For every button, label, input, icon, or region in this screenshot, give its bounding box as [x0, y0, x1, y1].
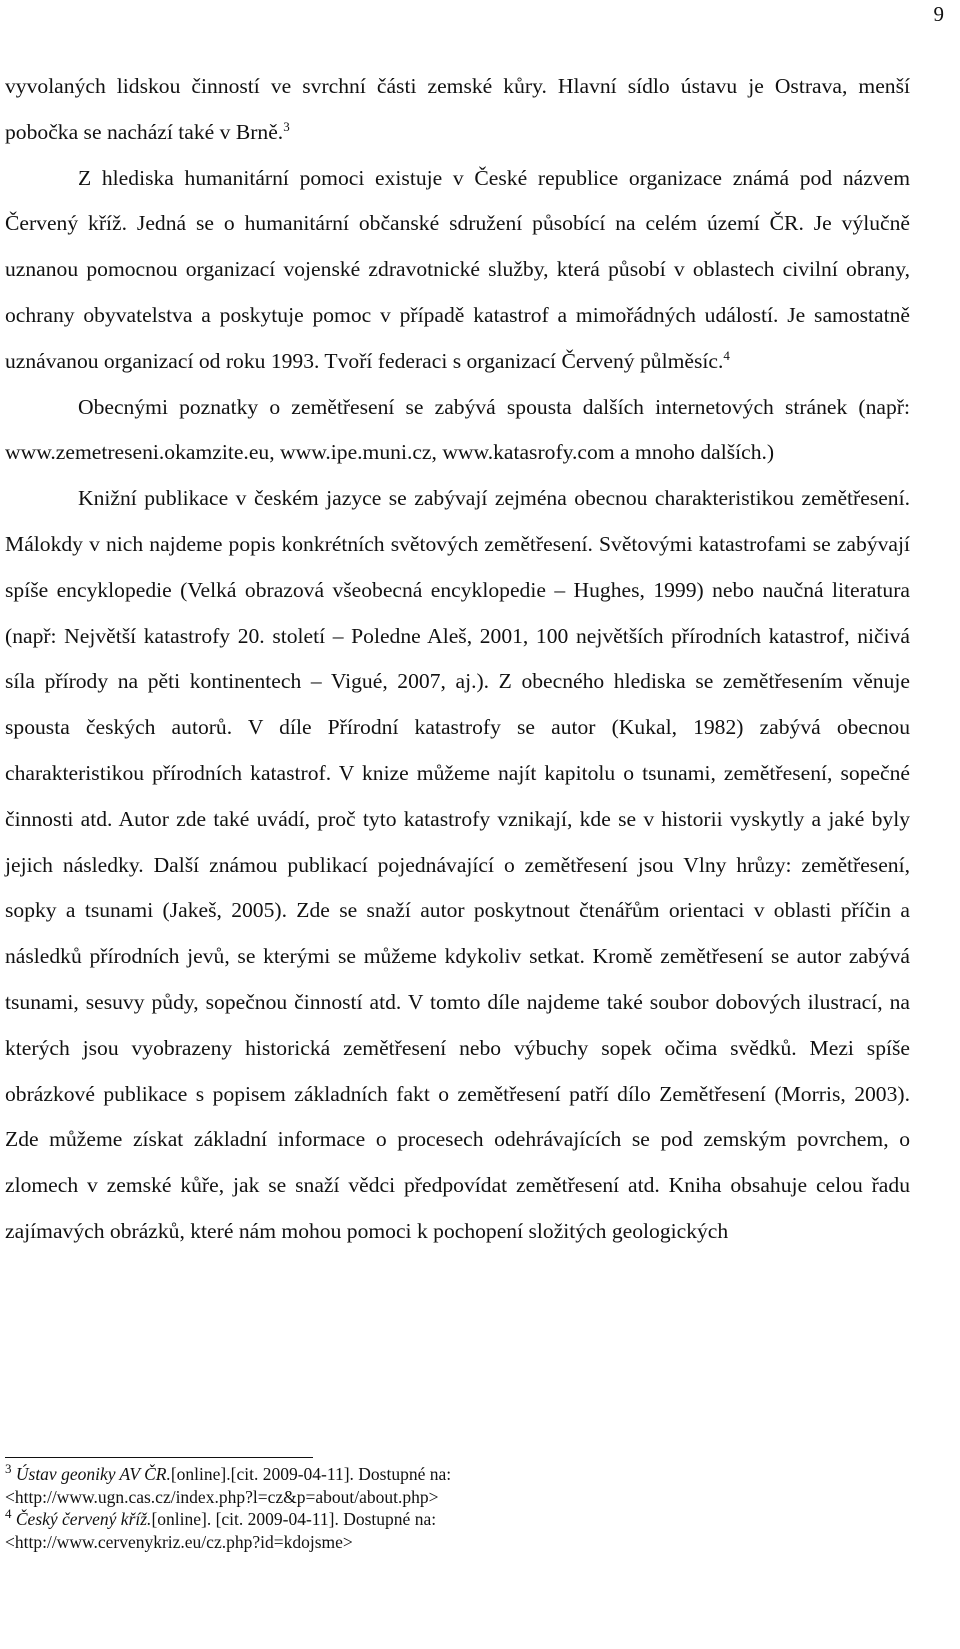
footnote-number: 4 [5, 1506, 12, 1522]
footnote-4 [5, 1508, 910, 1531]
paragraph-2 [5, 156, 910, 385]
page-number: 9 [933, 2, 944, 26]
footnote-number: 3 [5, 1461, 12, 1477]
footnote-separator [5, 1457, 313, 1458]
footnote-title: Český červený kříž. [15, 1509, 152, 1529]
body-text [5, 64, 910, 1255]
paragraph-2-text: Z hlediska humanitární pomoci existuje v České republice organizace známá pod názvem Červený kříž. Jedná se o humanitární občanské sdružení působící na celém území ČR. Je výlučně uznanou pomocnou organizací vojenské zdravotnické služby, která působí v oblastech civilní obrany, ochrany obyvatelstva a poskytuje pomoc v případě katastrof a mimořádných událostí. Je samostatně uznávanou organizací od roku 1993. Tvoří federaci s organizací Červený půlměsíc. [5, 165, 910, 373]
footnotes [5, 1463, 910, 1553]
footnote-3 [5, 1463, 910, 1486]
footnote-url[interactable]: <http://www.cervenykriz.eu/cz.php?id=kdojsme> [5, 1531, 353, 1552]
paragraph-1 [5, 64, 910, 156]
footnote-text: [online]. [cit. 2009-04-11]. Dostupné na: [151, 1509, 437, 1529]
footnote-ref-3: 3 [283, 118, 290, 134]
paragraph-4 [5, 476, 910, 1255]
paragraph-1-text: vyvolaných lidskou činností ve svrchní části zemské kůry. Hlavní sídlo ústavu je Ostrava, menší pobočka se nachází také v Brně. [5, 74, 910, 144]
paragraph-4-text: Knižní publikace v českém jazyce se zabývají zejména obecnou charakteristikou zemětřesení. Málokdy v nich najdeme popis konkrétních světových zemětřesení. Světovými katastrofami se zabývají spíše encyklopedie (Velká obrazová všeobecná encyklopedie – Hughes, 1999) nebo naučná literatura (např: Největší katastrofy 20. století – Poledne Aleš, 2001, 100 největších přírodních katastrof, ničivá síla přírody na pěti kontinentech – Vigué, 2007, aj.). Z obecného hlediska se zemětřesením věnuje spousta českých autorů. V díle Přírodní katastrofy se autor (Kukal, 1982) zabývá obecnou charakteristikou přírodních katastrof. V knize můžeme najít kapitolu o tsunami, zemětřesení, sopečné činnosti atd. Autor zde také uvádí, proč tyto katastrofy vznikají, kde se v historii vyskytly a jaké byly jejich následky. Další známou publikací pojednávající o zemětřesení jsou Vlny hrůzy: zemětřesení, sopky a tsunami (Jakeš, 2005). Zde se snaží autor poskytnout čtenářům orientaci v oblasti příčin a následků přírodních jevů, se kterými se můžeme kdykoliv setkat. Kromě zemětřesení se autor zabývá tsunami, sesuvy půdy, sopečnou činností atd. V tomto díle najdeme také soubor dobových ilustrací, na kterých jsou vyobrazeny historická zemětřesení nebo výbuchy sopek očima svědků. Mezi spíše obrázkové publikace s popisem základních fakt o zemětřesení patří dílo Zemětřesení (Morris, 2003). Zde můžeme získat základní informace o procesech odehrávajících se pod zemským povrchem, o zlomech v zemské kůře, jak se snaží vědci předpovídat zemětřesení atd. Kniha obsahuje celou řadu zajímavých obrázků, které nám mohou pomoci k pochopení složitých geologických [5, 486, 910, 1243]
footnote-text: [online].[cit. 2009-04-11]. Dostupné na: [170, 1464, 452, 1484]
paragraph-3-text: Obecnými poznatky o zemětřesení se zabývá spousta dalších internetových stránek (např: www.zemetreseni.okamzite.eu, www.ipe.muni.cz, www.katasrofy.com a mnoho dalších.) [5, 394, 910, 465]
footnote-4-url [5, 1531, 910, 1554]
footnote-title: Ústav geoniky AV ČR. [15, 1464, 171, 1484]
footnote-ref-4: 4 [723, 347, 730, 363]
paragraph-3 [5, 385, 910, 477]
footnote-3-url [5, 1486, 910, 1509]
footnote-url[interactable]: <http://www.ugn.cas.cz/index.php?l=cz&p=about/about.php> [5, 1486, 439, 1507]
